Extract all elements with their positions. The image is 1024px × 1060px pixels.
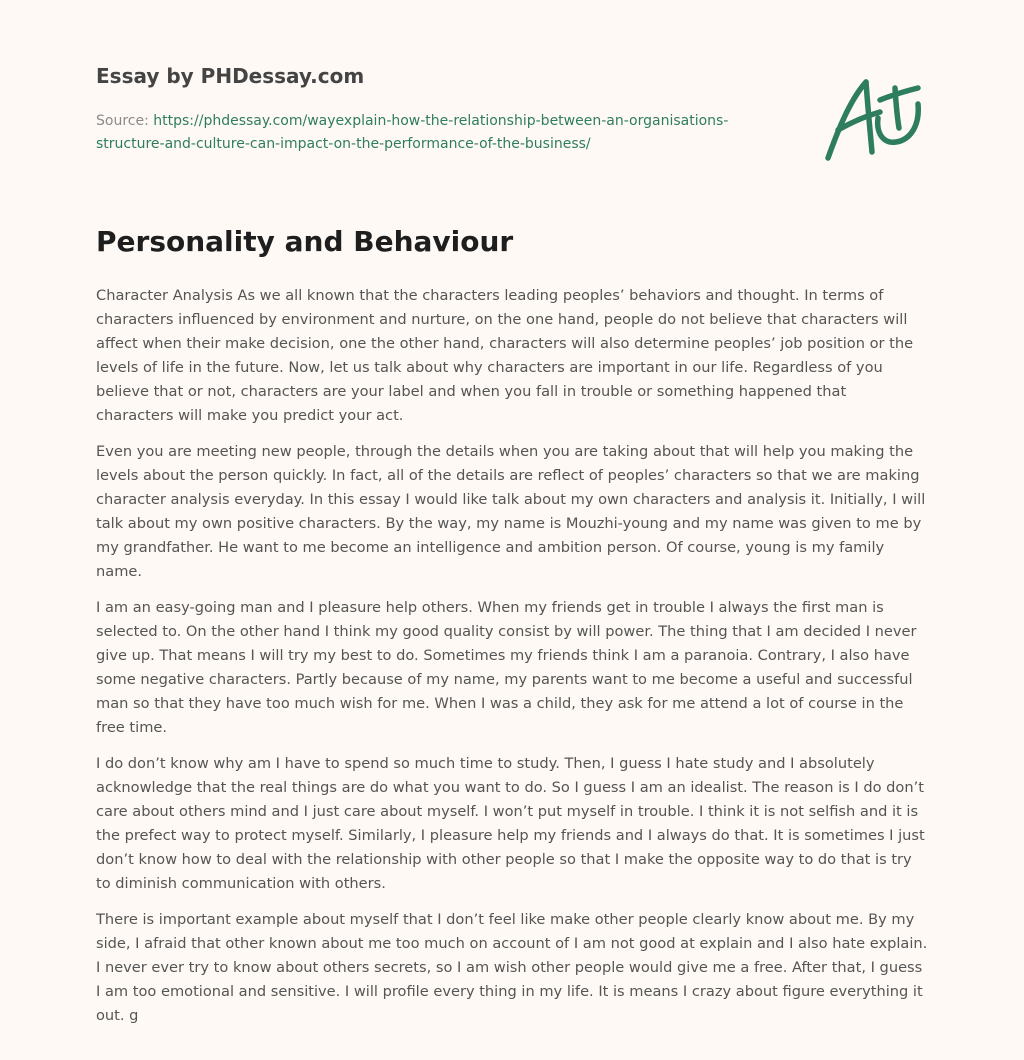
essay-paragraph: I am an easy-going man and I pleasure help others. When my friends get in trouble I always the first man is selected to. On the other hand I think my good quality consist by will power. The thing that I am decided I never give up. That means I will try my best to do. Sometimes my friends think I am a paranoia. Contrary, I also have some negative characters. Partly because of my name, my parents want to me become a useful and successful man so that they have too much wish for me. When I was a child, they ask for me attend a lot of course in the free time. xyxy=(96,599,917,736)
source-label: Source: xyxy=(96,113,149,129)
a-plus-grade-icon xyxy=(822,66,926,166)
source-link[interactable]: https://phdessay.com/wayexplain-how-the-relationship-between-an-organisations-structure-and-culture-can-impact-on-the-performance-of-the-business/ xyxy=(96,113,729,152)
essay-page xyxy=(96,0,928,1024)
essay-paragraph: Character Analysis As we all known that the characters leading peoples’ behaviors and thought. In terms of characters influenced by environment and nurture, on the one hand, people do not believe that characters will affect when their make decision, one the other hand, characters will also determine peoples’ job position or the levels of life in the future. Now, let us talk about why characters are important in our life. Regardless of you believe that or not, characters are your label and when you fall in trouble or something happened that characters will make you predict your act. xyxy=(96,287,914,424)
essay-paragraph: I do don’t know why am I have to spend so much time to study. Then, I guess I hate study and I absolutely acknowledge that the real things are do what you want to do. So I guess I am an idealist. The reason is I do don’t care about others mind and I just care about myself. I won’t put myself in trouble. I think it is not selfish and it is the prefect way to protect myself. Similarly, I pleasure help my friends and I always do that. It is sometimes I just don’t know how to deal with the relationship with other people so that I make the opposite way to do that is try to diminish communication with others. xyxy=(96,755,925,892)
site-title: Essay by PHDessay.com xyxy=(96,64,365,88)
source-line xyxy=(96,110,786,156)
essay-title: Personality and Behaviour xyxy=(96,225,514,258)
page-header xyxy=(96,0,928,170)
essay-body xyxy=(96,284,928,1040)
essay-paragraph: There is important example about myself that I don’t feel like make other people clearly know about me. By my side, I afraid that other known about me too much on account of I am not good at explain and I also hate explain. I never ever try to know about others secrets, so I am wish other people would give me a free. After that, I guess I am too emotional and sensitive. I will profile every thing in my life. It is means I crazy about figure everything it out. g xyxy=(96,911,928,1024)
essay-paragraph: Even you are meeting new people, through the details when you are taking about that will help you making the levels about the person quickly. In fact, all of the details are reflect of peoples’ characters so that we are making character analysis everyday. In this essay I would like talk about my own characters and analysis it. Initially, I will talk about my own positive characters. By the way, my name is Mouzhi-young and my name was given to me by my grandfather. He want to me become an intelligence and ambition person. Of course, young is my family name. xyxy=(96,443,926,580)
